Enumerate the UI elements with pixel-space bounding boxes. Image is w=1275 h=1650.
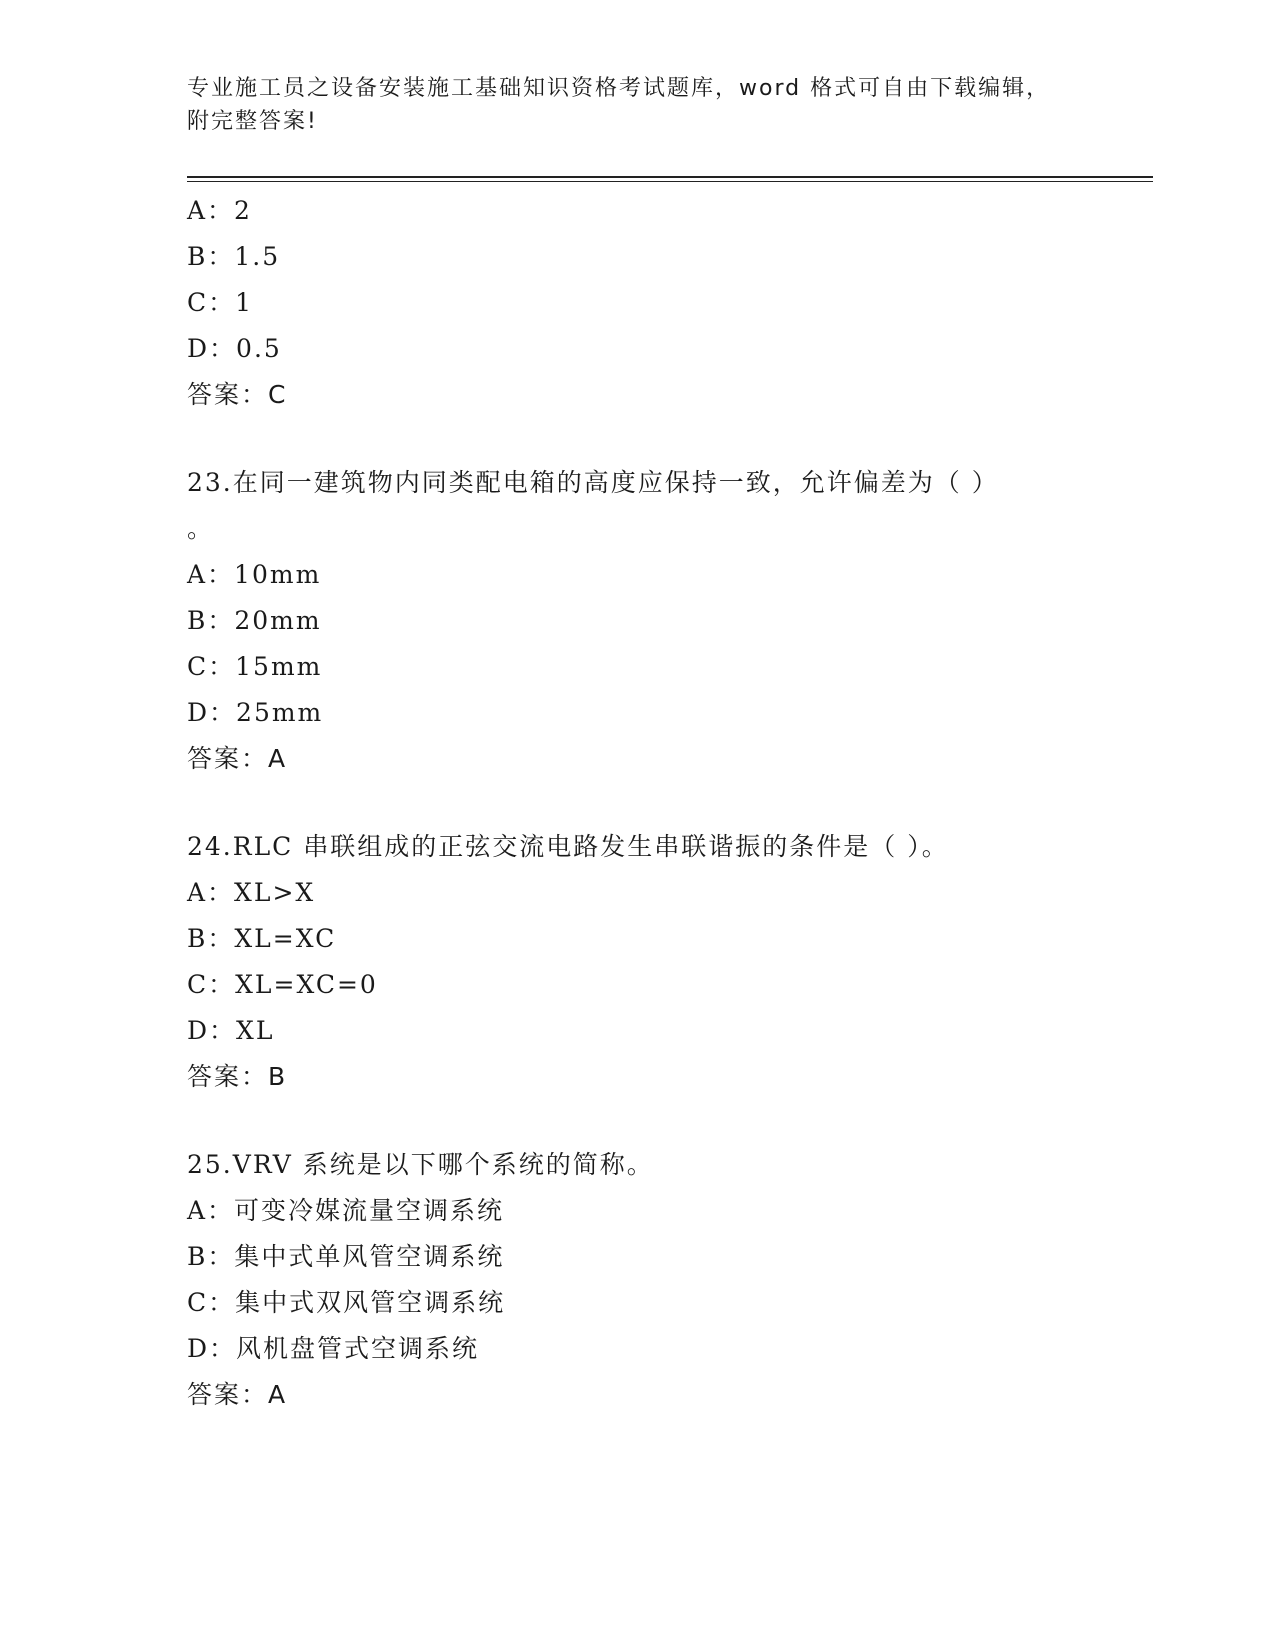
question-23-block: [187, 460, 1153, 782]
header-divider-thick: [187, 176, 1153, 178]
question-stem: 23.在同一建筑物内同类配电箱的高度应保持一致，允许偏差为（ ）: [187, 468, 999, 497]
question-24-block: [187, 824, 1153, 1100]
document-body: [187, 188, 1153, 1418]
option-d: D：0.5: [187, 334, 282, 363]
question-stem-continuation: 。: [187, 514, 215, 543]
option-c: C：1: [187, 288, 254, 317]
option-a: A：2: [187, 196, 252, 225]
page-header: [187, 72, 1087, 138]
header-line-2: 附完整答案!: [187, 109, 318, 134]
option-b: B：1.5: [187, 242, 281, 271]
option-b: B：XL=XC: [187, 924, 337, 953]
header-divider-thin: [187, 181, 1153, 182]
question-25-block: [187, 1142, 1153, 1418]
option-d: D：风机盘管式空调系统: [187, 1334, 480, 1363]
answer-line: 答案：C: [187, 380, 288, 409]
option-a: A：10mm: [187, 560, 322, 589]
option-a: A：XL>X: [187, 878, 316, 907]
question-stem: 24.RLC 串联组成的正弦交流电路发生串联谐振的条件是（ ）。: [187, 832, 949, 861]
option-c: C：集中式双风管空调系统: [187, 1288, 506, 1317]
answer-line: 答案：A: [187, 1380, 288, 1409]
option-c: C：XL=XC=0: [187, 970, 378, 999]
option-d: D：XL: [187, 1016, 275, 1045]
answer-line: 答案：A: [187, 744, 288, 773]
option-a: A：可变冷媒流量空调系统: [187, 1196, 505, 1225]
option-d: D：25mm: [187, 698, 324, 727]
question-stem: 25.VRV 系统是以下哪个系统的简称。: [187, 1150, 654, 1179]
option-b: B：集中式单风管空调系统: [187, 1242, 505, 1271]
option-b: B：20mm: [187, 606, 322, 635]
option-c: C：15mm: [187, 652, 323, 681]
question-22-block: [187, 188, 1153, 418]
header-line-1: 专业施工员之设备安装施工基础知识资格考试题库，word 格式可自由下载编辑，: [187, 76, 1051, 101]
answer-line: 答案：B: [187, 1062, 288, 1091]
